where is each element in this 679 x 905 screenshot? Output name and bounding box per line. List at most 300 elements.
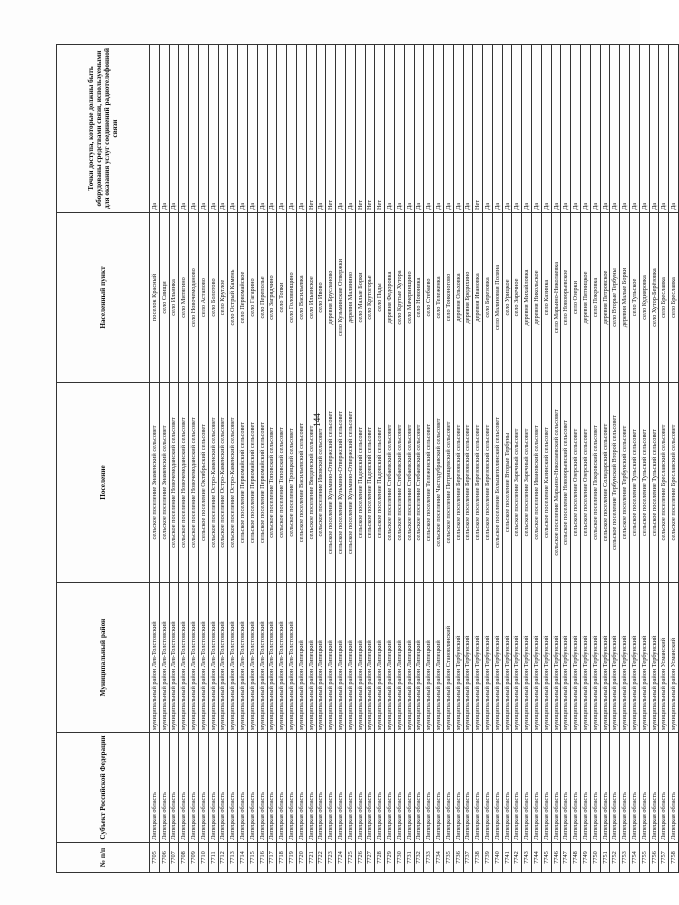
cell-locality: деревня Бредихино	[463, 213, 473, 383]
cell-access: Да	[218, 45, 228, 213]
cell-num: 7738	[473, 843, 483, 873]
cell-num: 7723	[326, 843, 336, 873]
cell-locality: село Тележенка	[434, 213, 444, 383]
cell-locality: село Новоюрьевское	[561, 213, 571, 383]
cell-subject: Липецкая область	[169, 733, 179, 843]
cell-access: Да	[463, 45, 473, 213]
cell-num: 7748	[571, 843, 581, 873]
cell-settlement: сельское поселение Большеполянский сельсовет	[492, 383, 502, 583]
cell-access: Да	[198, 45, 208, 213]
cell-num: 7737	[463, 843, 473, 873]
cell-municipal: муниципальный район Усманский	[669, 583, 679, 733]
cell-num: 7715	[247, 843, 257, 873]
cell-access: Да	[639, 45, 649, 213]
cell-num: 7753	[620, 843, 630, 873]
cell-settlement: сельское поселение Кузьмино-Отвержский сельсовет	[336, 383, 346, 583]
cell-subject: Липецкая область	[326, 733, 336, 843]
cell-settlement: сельское поселение Стебаевский сельсовет	[394, 383, 404, 583]
cell-subject: Липецкая область	[404, 733, 414, 843]
cell-subject: Липецкая область	[659, 733, 669, 843]
cell-access: Да	[590, 45, 600, 213]
cell-access: Да	[522, 45, 532, 213]
table-row	[238, 45, 248, 873]
table-row	[287, 45, 297, 873]
table-row	[541, 45, 551, 873]
cell-access: Да	[434, 45, 444, 213]
table-row	[394, 45, 404, 873]
cell-municipal: муниципальный район Липецкий	[404, 583, 414, 733]
cell-access: Да	[561, 45, 571, 213]
cell-settlement: сельское поселение Знаменский сельсовет	[150, 383, 160, 583]
cell-access: Да	[159, 45, 169, 213]
cell-access: Нет	[326, 45, 336, 213]
cell-access: Да	[600, 45, 610, 213]
cell-access: Да	[404, 45, 414, 213]
cell-num: 7747	[561, 843, 571, 873]
cell-access: Да	[189, 45, 199, 213]
table-row	[551, 45, 561, 873]
table-row	[404, 45, 414, 873]
cell-subject: Липецкая область	[159, 733, 169, 843]
cell-municipal: муниципальный район Липецкий	[296, 583, 306, 733]
cell-subject: Липецкая область	[355, 733, 365, 843]
cell-settlement: сельское поселение Заречный сельсовет	[512, 383, 522, 583]
cell-access: Нет	[365, 45, 375, 213]
cell-access: Да	[541, 45, 551, 213]
cell-access: Да	[267, 45, 277, 213]
cell-subject: Липецкая область	[208, 733, 218, 843]
cell-num: 7744	[532, 843, 542, 873]
table-row	[453, 45, 463, 873]
cell-settlement: сельское поселение Казинский сельсовет	[541, 383, 551, 583]
cell-subject: Липецкая область	[375, 733, 385, 843]
cell-locality: село Круглое	[218, 213, 228, 383]
cell-locality: деревня Федоровка	[385, 213, 395, 383]
cell-municipal: муниципальный район Лев-Толстовский	[150, 583, 160, 733]
cell-num: 7713	[228, 843, 238, 873]
table-row	[218, 45, 228, 873]
table-row	[336, 45, 346, 873]
cell-subject: Липецкая область	[453, 733, 463, 843]
table-row	[267, 45, 277, 873]
cell-locality: село Острый Камень	[228, 213, 238, 383]
cell-num: 7732	[414, 843, 424, 873]
cell-access: Да	[512, 45, 522, 213]
table-row	[463, 45, 473, 873]
cell-num: 7714	[238, 843, 248, 873]
cell-locality: село Ивово	[316, 213, 326, 383]
cell-settlement: сельское поселение Кузьмино-Отвержский сельсовет	[345, 383, 355, 583]
table-row	[345, 45, 355, 873]
cell-municipal: муниципальный район Лев-Толстовский	[287, 583, 297, 733]
rotated-table-container	[56, 45, 678, 873]
cell-settlement: сельское поселение Новочемоданский сельсовет	[179, 383, 189, 583]
cell-municipal: муниципальный район Липецкий	[326, 583, 336, 733]
cell-locality: село Бреславка	[659, 213, 669, 383]
cell-settlement: сельское поселение Березовский сельсовет	[463, 383, 473, 583]
cell-access: Да	[669, 45, 679, 213]
cell-settlement: сельское поселение Новоюрьевский сельсовет	[561, 383, 571, 583]
cell-municipal: муниципальный район Липецкий	[414, 583, 424, 733]
cell-subject: Липецкая область	[649, 733, 659, 843]
cell-num: 7719	[287, 843, 297, 873]
cell-subject: Липецкая область	[639, 733, 649, 843]
cell-settlement: сельское поселение Остро-Каменский сельсовет	[228, 383, 238, 583]
cell-subject: Липецкая область	[150, 733, 160, 843]
cell-subject: Липецкая область	[434, 733, 444, 843]
cell-settlement: сельское поселение Петрищевский сельсовет	[443, 383, 453, 583]
cell-settlement: сельское поселение Падовский сельсовет	[355, 383, 365, 583]
cell-subject: Липецкая область	[561, 733, 571, 843]
table-row	[512, 45, 522, 873]
cell-access: Да	[150, 45, 160, 213]
cell-access: Да	[296, 45, 306, 213]
cell-settlement: сельское поселение Березовский сельсовет	[483, 383, 493, 583]
cell-num: 7734	[434, 843, 444, 873]
cell-locality: село Бреславка	[669, 213, 679, 383]
cell-num: 7730	[394, 843, 404, 873]
table-row	[502, 45, 512, 873]
cell-access: Да	[316, 45, 326, 213]
cell-access: Да	[287, 45, 297, 213]
cell-num: 7712	[218, 843, 228, 873]
cell-subject: Липецкая область	[345, 733, 355, 843]
cell-num: 7750	[590, 843, 600, 873]
cell-subject: Липецкая область	[414, 733, 424, 843]
cell-settlement: сельское поселение Ивовский сельсовет	[316, 383, 326, 583]
cell-access: Да	[208, 45, 218, 213]
cell-subject: Липецкая область	[257, 733, 267, 843]
cell-locality: село Астапово	[198, 213, 208, 383]
cell-municipal: муниципальный район Тербунский	[571, 583, 581, 733]
localities-table	[56, 44, 679, 873]
cell-municipal: муниципальный район Тербунский	[639, 583, 649, 733]
cell-access: Да	[179, 45, 189, 213]
cell-subject: Липецкая область	[385, 733, 395, 843]
cell-subject: Липецкая область	[179, 733, 189, 843]
cell-access: Да	[336, 45, 346, 213]
header-settlement: Поселение	[57, 383, 150, 583]
cell-municipal: муниципальный район Тербунский	[551, 583, 561, 733]
table-row	[492, 45, 502, 873]
table-row	[150, 45, 160, 873]
table-row	[610, 45, 620, 873]
table-row	[590, 45, 600, 873]
cell-locality: село Свищи	[159, 213, 169, 383]
table-row	[522, 45, 532, 873]
cell-settlement: сельское поселение Топовский сельсовет	[267, 383, 277, 583]
cell-settlement: сельское поселение Тульский сельсовет	[639, 383, 649, 583]
cell-municipal: муниципальный район Лев-Толстовский	[238, 583, 248, 733]
cell-access: Да	[414, 45, 424, 213]
table-row	[179, 45, 189, 873]
table-row	[483, 45, 493, 873]
cell-municipal: муниципальный район Липецкий	[316, 583, 326, 733]
cell-access: Да	[257, 45, 267, 213]
cell-settlement: сельское поселение Тульский сельсовет	[649, 383, 659, 583]
cell-access: Да	[571, 45, 581, 213]
cell-subject: Липецкая область	[620, 733, 630, 843]
cell-locality: село Пады	[375, 213, 385, 383]
cell-subject: Липецкая область	[238, 733, 248, 843]
cell-locality: село Ильинка	[169, 213, 179, 383]
cell-subject: Липецкая область	[247, 733, 257, 843]
cell-subject: Липецкая область	[316, 733, 326, 843]
cell-locality: село Переполье	[257, 213, 267, 383]
cell-locality: село Малые Борки	[355, 213, 365, 383]
cell-access: Да	[532, 45, 542, 213]
cell-locality: село Озерки	[571, 213, 581, 383]
cell-subject: Липецкая область	[463, 733, 473, 843]
cell-access: Да	[581, 45, 591, 213]
cell-municipal: муниципальный район Лев-Толстовский	[159, 583, 169, 733]
cell-num: 7727	[365, 843, 375, 873]
cell-num: 7751	[600, 843, 610, 873]
cell-settlement: сельское поселение Первомайский сельсовет	[238, 383, 248, 583]
cell-num: 7735	[443, 843, 453, 873]
cell-locality: село Топки	[277, 213, 287, 383]
page-number: 144	[312, 413, 322, 427]
cell-num: 7709	[189, 843, 199, 873]
table-row	[561, 45, 571, 873]
cell-municipal: муниципальный район Липецкий	[365, 583, 375, 733]
cell-locality: село Головинщино	[287, 213, 297, 383]
cell-settlement: сельское поселение Падовский сельсовет	[365, 383, 375, 583]
cell-municipal: муниципальный район Липецкий	[345, 583, 355, 733]
table-row	[659, 45, 669, 873]
cell-subject: Липецкая область	[532, 733, 542, 843]
cell-num: 7758	[669, 843, 679, 873]
table-row	[228, 45, 238, 873]
cell-municipal: муниципальный район Тербунский	[522, 583, 532, 733]
cell-municipal: муниципальный район Тербунский	[453, 583, 463, 733]
cell-locality: село Марьино-Николаевка	[551, 213, 561, 383]
table-row	[473, 45, 483, 873]
cell-access: Да	[630, 45, 640, 213]
table-row	[375, 45, 385, 873]
cell-subject: Липецкая область	[512, 733, 522, 843]
cell-settlement: сельское поселение Березовский сельсовет	[453, 383, 463, 583]
cell-subject: Липецкая область	[669, 733, 679, 843]
table-row	[669, 45, 679, 873]
cell-municipal: муниципальный район Лев-Толстовский	[179, 583, 189, 733]
table-row	[296, 45, 306, 873]
cell-municipal: муниципальный район Тербунский	[561, 583, 571, 733]
cell-num: 7711	[208, 843, 218, 873]
cell-num: 7736	[453, 843, 463, 873]
cell-municipal: муниципальный район Лев-Толстовский	[228, 583, 238, 733]
cell-municipal: муниципальный район Лев-Толстовский	[267, 583, 277, 733]
cell-num: 7740	[492, 843, 502, 873]
cell-subject: Липецкая область	[492, 733, 502, 843]
cell-access: Да	[620, 45, 630, 213]
cell-municipal: муниципальный район Лев-Толстовский	[257, 583, 267, 733]
cell-access: Нет	[375, 45, 385, 213]
cell-settlement: сельское поселение Марьино-Николаевский сельсовет	[551, 383, 561, 583]
cell-municipal: муниципальный район Лев-Толстовский	[208, 583, 218, 733]
cell-num: 7731	[404, 843, 414, 873]
cell-locality: село Казинка	[541, 213, 551, 383]
cell-locality: село Мачеринщино	[404, 213, 414, 383]
cell-municipal: муниципальный район Лев-Толстовский	[189, 583, 199, 733]
cell-municipal: муниципальный район Тербунский	[600, 583, 610, 733]
cell-locality: деревня Пятницкое	[581, 213, 591, 383]
cell-num: 7746	[551, 843, 561, 873]
table-row	[620, 45, 630, 873]
cell-settlement: сельское поселение Солидарский сельсовет	[600, 383, 610, 583]
table-row	[257, 45, 267, 873]
cell-num: 7755	[639, 843, 649, 873]
table-row	[443, 45, 453, 873]
cell-municipal: муниципальный район Тербунский	[620, 583, 630, 733]
cell-num: 7722	[316, 843, 326, 873]
cell-settlement: сельское поселение Первомайский сельсовет	[247, 383, 257, 583]
cell-subject: Липецкая область	[483, 733, 493, 843]
cell-settlement: сельское поселение Октябрьский сельсовет	[198, 383, 208, 583]
cell-access: Да	[345, 45, 355, 213]
table-row	[306, 45, 316, 873]
cell-num: 7733	[424, 843, 434, 873]
cell-locality: село Васильевка	[296, 213, 306, 383]
cell-municipal: муниципальный район Лев-Толстовский	[218, 583, 228, 733]
cell-locality: село Новочемоданово	[189, 213, 199, 383]
cell-num: 7754	[630, 843, 640, 873]
cell-num: 7726	[355, 843, 365, 873]
cell-settlement: сельское поселение Тульский сельсовет	[630, 383, 640, 583]
cell-access: Да	[483, 45, 493, 213]
cell-settlement: сельское поселение Покровский сельсовет	[590, 383, 600, 583]
cell-settlement: сельское поселение Стебаевский сельсовет	[414, 383, 424, 583]
cell-subject: Липецкая область	[424, 733, 434, 843]
cell-access: Да	[247, 45, 257, 213]
cell-subject: Липецкая область	[287, 733, 297, 843]
cell-municipal: муниципальный район Липецкий	[434, 583, 444, 733]
cell-num: 7741	[502, 843, 512, 873]
cell-num: 7716	[257, 843, 267, 873]
table-row	[639, 45, 649, 873]
cell-num: 7728	[375, 843, 385, 873]
cell-num: 7743	[522, 843, 532, 873]
cell-subject: Липецкая область	[571, 733, 581, 843]
table-row	[600, 45, 610, 873]
table-row	[571, 45, 581, 873]
cell-num: 7729	[385, 843, 395, 873]
cell-municipal: муниципальный район Тербунский	[483, 583, 493, 733]
cell-subject: Липецкая область	[228, 733, 238, 843]
cell-access: Нет	[306, 45, 316, 213]
cell-settlement: сельское поселение Васильевский сельсовет	[296, 383, 306, 583]
cell-num: 7705	[150, 843, 160, 873]
cell-locality: село Загрядчино	[267, 213, 277, 383]
table-row	[277, 45, 287, 873]
cell-settlement: сельское поселение Озерский сельсовет	[571, 383, 581, 583]
cell-subject: Липецкая область	[541, 733, 551, 843]
cell-subject: Липецкая область	[189, 733, 199, 843]
cell-settlement: сельское поселение Новочемоданский сельсовет	[169, 383, 179, 583]
table-row	[385, 45, 395, 873]
table-row	[365, 45, 375, 873]
cell-num: 7742	[512, 843, 522, 873]
cell-locality: деревня Михайловка	[522, 213, 532, 383]
header-municipal: Муниципальный район	[57, 583, 150, 733]
cell-subject: Липецкая область	[296, 733, 306, 843]
cell-access: Нет	[355, 45, 365, 213]
cell-access: Да	[659, 45, 669, 213]
cell-access: Да	[502, 45, 512, 213]
cell-num: 7706	[159, 843, 169, 873]
cell-settlement: сельское поселение Первомайский сельсовет	[257, 383, 267, 583]
cell-municipal: муниципальный район Тербунский	[610, 583, 620, 733]
cell-subject: Липецкая область	[394, 733, 404, 843]
cell-subject: Липецкая область	[630, 733, 640, 843]
cell-municipal: муниципальный район Тербунский	[502, 583, 512, 733]
cell-locality: село Заречное	[512, 213, 522, 383]
cell-num: 7707	[169, 843, 179, 873]
cell-settlement: сельское поселение Введенский сельсовет	[306, 383, 316, 583]
cell-num: 7708	[179, 843, 189, 873]
header-num: № п/п	[57, 843, 150, 873]
cell-municipal: муниципальный район Лев-Толстовский	[247, 583, 257, 733]
table-row	[189, 45, 199, 873]
cell-num: 7725	[345, 843, 355, 873]
cell-subject: Липецкая область	[610, 733, 620, 843]
cell-municipal: муниципальный район Тербунский	[473, 583, 483, 733]
cell-locality: деревня Никольское	[532, 213, 542, 383]
cell-access: Нет	[473, 45, 483, 213]
table-row	[414, 45, 424, 873]
table-row	[630, 45, 640, 873]
cell-settlement: сельское поселение Стебаевский сельсовет	[404, 383, 414, 583]
cell-locality: село Березовка	[483, 213, 493, 383]
cell-municipal: муниципальный район Тербунский	[630, 583, 640, 733]
cell-locality: село Тульское	[630, 213, 640, 383]
cell-access: Да	[385, 45, 395, 213]
cell-locality: деревня Ольховка	[453, 213, 463, 383]
cell-locality: село Тонконогово	[443, 213, 453, 383]
cell-municipal: муниципальный район Липецкий	[306, 583, 316, 733]
cell-subject: Липецкая область	[473, 733, 483, 843]
table-row	[424, 45, 434, 873]
table-row	[326, 45, 336, 873]
cell-settlement: сельское поселение Частодубравский сельсовет	[434, 383, 444, 583]
cell-access: Да	[424, 45, 434, 213]
cell-settlement: сельское поселение Бреславский сельсовет	[669, 383, 679, 583]
cell-num: 7752	[610, 843, 620, 873]
cell-municipal: муниципальный район Тербунский	[590, 583, 600, 733]
cell-subject: Липецкая область	[365, 733, 375, 843]
cell-settlement: сельское поселение Топовский сельсовет	[277, 383, 287, 583]
cell-num: 7756	[649, 843, 659, 873]
cell-municipal: муниципальный район Тербунский	[492, 583, 502, 733]
cell-num: 7724	[336, 843, 346, 873]
cell-subject: Липецкая область	[590, 733, 600, 843]
cell-settlement: сельское поселение Знаменский сельсовет	[159, 383, 169, 583]
cell-access: Да	[277, 45, 287, 213]
header-locality: Населенный пункт	[57, 213, 150, 383]
cell-settlement: сельское поселение Бреславский сельсовет	[659, 383, 669, 583]
cell-settlement: сельское поселение Тербунский сельсовет	[620, 383, 630, 583]
table-row	[247, 45, 257, 873]
cell-settlement: сельское поселение Новочемоданский сельсовет	[189, 383, 199, 583]
cell-locality: село Стебаево	[424, 213, 434, 383]
cell-num: 7718	[277, 843, 287, 873]
cell-municipal: муниципальный район Липецкий	[385, 583, 395, 733]
cell-locality: село Малиновая Поляна	[492, 213, 502, 383]
cell-locality: село Вторые Тербуны	[610, 213, 620, 383]
cell-locality: село Кудияровка	[639, 213, 649, 383]
table-row	[581, 45, 591, 873]
cell-subject: Липецкая область	[267, 733, 277, 843]
